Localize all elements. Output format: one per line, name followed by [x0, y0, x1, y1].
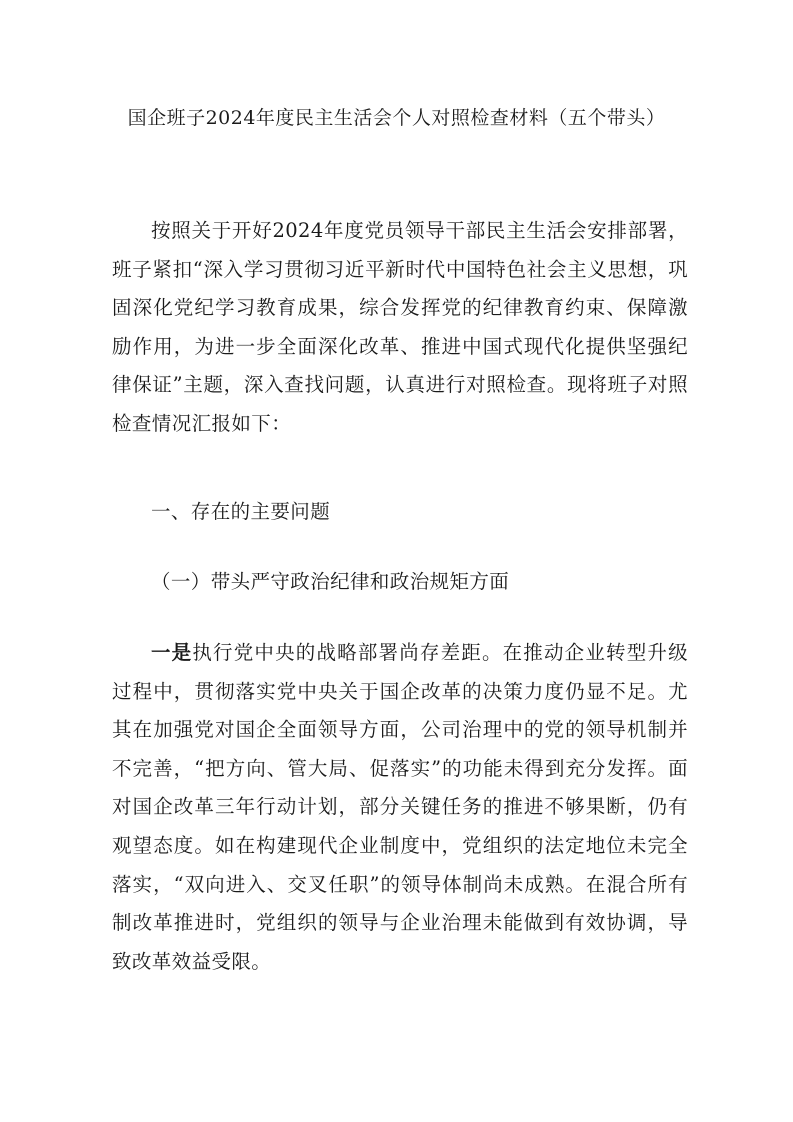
document-title: 国企班子2024年度民主生活会个人对照检查材料（五个带头）: [127, 107, 666, 129]
point-paragraph: [112, 634, 688, 981]
point-text: 执行党中央的战略部署尚存差距。在推动企业转型升级过程中，贯彻落实党中央关于国企改革的决策力度仍显不足。尤其在加强党对国企全面领导方面，公司治理中的党的领导机制并不完善，“把方向、管大局、促落实”的功能未得到充分发挥。面对国企改革三年行动计划，部分关键任务的推进不够果断，仍有观望态度。如在构建现代企业制度中，党组织的法定地位未完全落实，“双向进入、交叉任职”的领导体制尚未成熟。在混合所有制改革推进时，党组织的领导与企业治理未能做到有效协调，导致改革效益受限。: [112, 641, 688, 973]
intro-paragraph: 按照关于开好2024年度党员领导干部民主生活会安排部署，班子紧扣“深入学习贯彻习近平新时代中国特色社会主义思想，巩固深化党纪学习教育成果，综合发挥党的纪律教育约束、保障激励作用，为进一步全面深化改革、推进中国式现代化提供坚强纪律保证”主题，深入查找问题，认真进行对照检查。现将班子对照检查情况汇报如下：: [112, 219, 688, 435]
section-heading: 一、存在的主要问题: [151, 500, 331, 523]
point-lead: 一是: [151, 641, 193, 664]
subsection-heading: （一）带头严守政治纪律和政治规矩方面: [151, 570, 510, 593]
